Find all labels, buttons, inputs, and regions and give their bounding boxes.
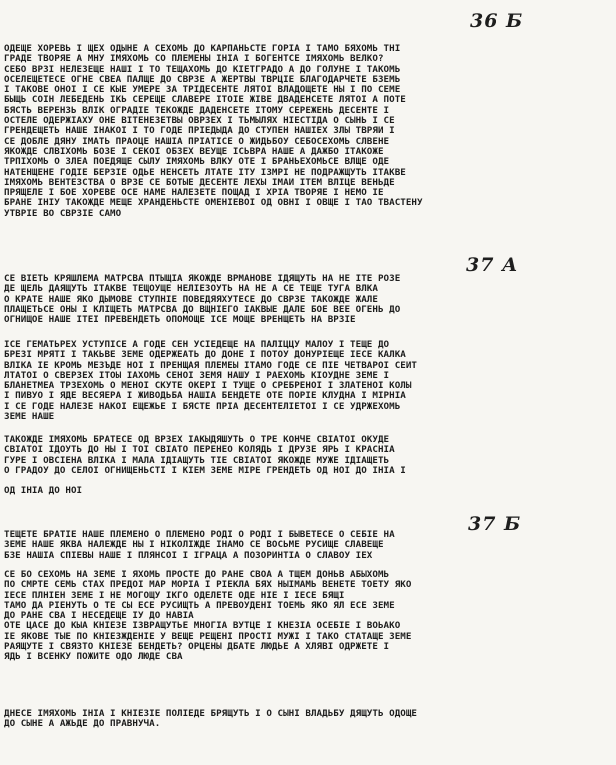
paragraph-6 <box>4 570 614 663</box>
paragraph-1 <box>4 44 614 219</box>
text-line: БЛАНЕТМЕА ТРЗЕХОМЬ О МЕНОІ СКУТЕ ОКЕРІ І ТУЩЕ О СРЕБРЕНОІ І ЗЛАТЕНОІ КОЛЫ <box>4 381 412 392</box>
text-line: БЫЩЬ СОІН ЛЕБЕДЕНЬ ІКЬ СЕРЕЩЕ СЛАВЕРЕ ІТОІЕ ЖІВЕ ДВАДЕНСЕТЕ ЛЯТОІ А ПОТЕ <box>4 95 406 106</box>
text-line: ГРЕНДЕЩЕТЬ НАШЕ ІНАКОІ І ТО ГОДЕ ПРІЕДЫДА ДО СТУПЕН НАШІЕХ ЗЛЫ ТВРЯЙ І <box>4 126 395 137</box>
text-line: ГУРЕ І ОВСІЕНА ВЛІКА І МАЛА ІДІАЩУТЬ ТІЕ СВІАТОІ ЯКОЖДЕ МУЖЕ ІДІАЩЕТЬ <box>4 455 390 466</box>
text-line: О КРАТЕ НАШЕ ЯКО ДЫМОВЕ СТУПНІЕ ПОВЕДЯЯХУТЕСЕ ДО СВРЗЕ ТАКОЖДЕ ЖАЛЕ <box>4 294 378 305</box>
page-mark-37b: 37 Б <box>468 513 522 535</box>
paragraph-4 <box>4 435 614 497</box>
text-line: І ПИВУО І ЯДЕ ВЕСЯЕРА І ЖИВОДЬБА НАШІА БЕНДЕТЕ ОТЕ ПОРІЕ КЛУДНА І МІРНІА <box>4 391 406 402</box>
text-line: ВЛІКА ІЕ КРОМЬ МЕЗЪДЕ НОІ І ПРЕНЩАЯ ПЛЕМЕЫ ІТАМО ГОДЕ СЕ ПІЕ ЧЕТВАРОІ СЕЙТ <box>4 360 418 371</box>
text-line: ЛТАТОІ О СВЕРЗЕХ ІТОЫ ІАХОМЬ СЕНОІ ЗЕМЯ НАШУ І РАЕХОМЬ КІОУДНЕ ЗЕМЕ І <box>4 370 390 381</box>
page-mark-37a: 37 А <box>466 254 519 276</box>
text-line: ДЕ ЩЕЛЬ ДАЯЩУТЬ ІТАКВЕ ТЕЩОУЩЕ НЕЛІЕЗОУТЬ НА НЕ А СЕ ТЕЩЕ ТУГА ВЛКА <box>4 284 378 295</box>
text-line: О ГРАДОУ ДО СЕЛОІ ОГНИЩЕНЬСТІ І КІЕМ ЗЕМЕ МІРЕ ГРЕНДЕТЬ ОД НОІ ДО ІНІА І <box>4 465 406 476</box>
text-line: ЗЕМЕ НАШЕ ЯКВА НАЛЕЖДЕ НЫ І НІКОЛІЖДЕ ІНАМО СЕ ВОСЬМЕ РУСИЩЕ СЛАВЕЩЕ <box>4 540 384 551</box>
text-line: ОГНИЩОЕ НАШЕ ІТЕІ ПРЕВЕНДЕТЬ ОПОМОЩЕ ІСЕ МОЩЕ ВРЕНЩЕТЬ НА ВРЗІЕ <box>4 315 356 326</box>
text-line: ЗЕМЕ НАШЕ <box>4 412 55 423</box>
text-line: ЯДЬ І ВСЕНКУ ПОЖИТЕ ОДО ЛЮДЕ СВА <box>4 652 183 663</box>
text-line: ОДЕЩЕ ХОРЕВЬ І ЩЕХ ОДЫНЕ А СЕХОМЬ ДО КАРПАНЬСТЕ ГОРІА І ТАМО БЯХОМЬ ТНІ <box>4 44 401 54</box>
text-line: СЕ ВІЕТЬ КРЯШЛЕМА МАТРСВА ПТЫЩІА ЯКОЖДЕ ВРМАНОВЕ ІДЯЩУТЬ НА НЕ ІТЕ РОЗЕ <box>4 274 401 284</box>
text-line: ТЕЩЕТЕ БРАТІЕ НАШЕ ПЛЕМЕНО О ПЛЕМЕНО РОДІ О РОДІ І БЫВЕТЕСЕ О СЕБІЕ НА <box>4 530 395 540</box>
text-line: БЯСТЬ ВЕРЕНЗЬ ВЛІК ОГРАДІЕ ТЕКОЖДЕ ДАДЕНСЕТЕ ІТОМУ СЕРЕЖЕНЬ ДЕСЕНТЕ І <box>4 105 390 116</box>
text-line: ДНЕСЕ ІМЯХОМЬ ІНІА І КНІЕЗІЕ ПОЛІЕДЕ БРЯЩУТЬ І О СЫНІ ВЛАДЬБУ ДЯЩУТЬ ОДОЩЕ <box>4 709 418 719</box>
text-line: І ТАКОВЕ ОНОІ І СЕ КЫЕ УМЕРЕ ЗА ТРІДЕСЕНТЕ ЛЯТОІ ВЛАДОЩЕТЕ НЫ І ПО СЕМЕ <box>4 85 401 96</box>
text-line: ЯКОЖДЕ СЛВІХОМЬ БОЗЕ І СЕКОІ ОБЗЕХ ВЕУЩЕ ІСЬВРА НАШЕ А ДАЖБО ІТАКОЖЕ <box>4 146 384 157</box>
text-line: ТАМО ДА РІЕНУТЬ О ТЕ СЫ ЕСЕ РУСИЩТЬ А ПРЕВОУДЕНІ ТОЕМЬ ЯКО ЯЛ ЕСЕ ЗЕМЕ <box>4 600 395 611</box>
text-line: ОД ІНІА ДО НОІ <box>4 486 83 497</box>
paragraph-7 <box>4 709 614 730</box>
text-line: ГРАДЕ ТВОРЯЕ А МНУ ІМЯХОМЬ СО ПЛЕМЕНЫ ІНІА І БОГЕНТСЕ ІМЯХОМЬ ВЕЛКО? <box>4 54 384 65</box>
text-line: ДО РАНЕ СВА І НЕСЕДЕЩЕ ІУ ДО НАВІА <box>4 611 194 622</box>
text-line: ІЕСЕ ПЛНІЕН ЗЕМЕ І НЕ МОГОЩУ ІКГО ОДЕЛЕТЕ ОДЕ НІЕ І ІЕСЕ БЯЩІ <box>4 590 345 601</box>
text-line: ОСТЕЛЕ ОДЕРЖІАХУ ОНЕ ВІТЕНЕЗЕТВЫ ОВРЗЕХ І ТЬМЫЛЯХ НІЕСТІДА О СЫНЬ І СЕ <box>4 116 395 127</box>
paragraph-5 <box>4 530 614 561</box>
text-line: ПО СМРТЕ СЕМЬ СТАХ ПРЕДОІ МАР МОРІА І РІЕКЛА БЯХ НЫІМАМЬ ВЕНЕТЕ ТОЕТУ ЯКО <box>4 580 412 591</box>
text-line: ОТЕ ЦАСЕ ДО КЫА КНІЕЗЕ ІЗВРАЩУТЬЕ МНОГІА ВУТЦЕ І КНЕЗІА ОСЕБІЕ І ВОЬАКО <box>4 621 401 632</box>
text-line: БРАНЕ ІНІУ ТАКОЖДЕ МЕЩЕ ХРАНДЕНЬСТЕ ОМЕНІЕВОІ ОД ОВНІ І ОВЩЕ І ТАО ТВАСТЕНУ <box>4 198 423 209</box>
text-line: ОСЕЛЕЩЕТЕСЕ ОГНЕ СВЕА ПАЛЩЕ ДО СВРЗЕ А ЖЕРТВЫ ТВРЦІЕ БЛАГОДАРЧЕТЕ БЗЕМЬ <box>4 74 401 85</box>
text-line: ІСЕ ГЕМАТЬРЕХ УСТУПІСЕ А ГОДЕ СЕН УСІЕДЕЩЕ НА ПАЛІЦЦУ МАЛОУ І ТЕЩЕ ДО <box>4 340 390 350</box>
text-line: СЕБО ВРЗІ НЕЛЕЗЕЩЕ НАШІ І ТО ТЕЩАХОМЬ ДО КІЕТГРАДО А ДО ГОЛУНЕ І ТАКОМЬ <box>4 64 401 75</box>
text-line: ПЛАЩЕТЬСЕ ОНЫ І КЛІЩЕТЬ МАТРСВА ДО ВЩНІЕГО ІАКВЫЕ ДАЛЕ БОЕ ВЕЕ ОГЕНЬ ДО <box>4 304 401 315</box>
text-line: ІМЯХОМЬ ВЕНТЕЗСТВА О ВРЗЕ СЕ БОТЫЕ ДЕСЕНТЕ ЛЕХЫ ІМАЙ ІТЕМ ВЛІЦЕ ВЕНЬДЕ <box>4 177 395 188</box>
page-mark-36b: 36 Б <box>470 10 524 32</box>
text-line: СВІАТОІ ІДОУТЬ ДО НЫ І ТОІ СВІАТО ПЕРЕНЕО КОЛЯДЬ І ДРУЗЕ ЯРЬ І КРАСНІА <box>4 445 395 456</box>
text-line: СЕ ДОБЛЕ ДЯНУ ІМАТЬ ПРАОЦЕ НАШІА ПРІАТІСЕ О ЖИДЬБОУ СЕБОСЕХОМЬ СЛВЕНЕ <box>4 136 390 147</box>
text-line: ІЕ ЯКОВЕ ТЫЕ ПО КНІЕЗЖДЕНІЕ У ВЕЩЕ РЕЩЕНІ ПРОСТІ МУЖІ І ТАКО СТАТАЩЕ ЗЕМЕ <box>4 631 412 642</box>
text-line: БРЕЗІ МРЯТІ І ТАКЬВЕ ЗЕМЕ ОДЕРЖЕАТЬ ДО ДОНЕ І ПОТОУ ДОНУРІЕЩЕ ІЕСЕ КАЛКА <box>4 350 406 361</box>
text-line: ДО СЫНЕ А АЖЬДЕ ДО ПРАВНУЧА. <box>4 719 161 730</box>
text-line: БЗЕ НАШІА СПІЕВЫ НАШЕ І ПЛЯНСОІ І ІГРАЦА А ПОЗОРИНТІА О СЛАВОУ ІЕХ <box>4 550 373 561</box>
text-line: УТВРІЕ ВО СВРЗІЕ САМО <box>4 208 122 219</box>
text-line: НАТЕНЩЕНЕ ГОДІЕ БЕРЗІЕ ОДЬЕ НЕНСЕТЬ ЛТАТЕ ІТУ ІЗМРІ НЕ ПОДРАЖЩУТЬ ІТАКВЕ <box>4 167 406 178</box>
text-line: ТРПІХОМЬ О ЗЛЕА ПОЕДЯЩЕ СЫЛУ ІМЯХОМЬ ВЛКУ ОТЕ І БРАНЬЕХОМЬСЕ ВЛЩЕ ОДЕ <box>4 157 390 168</box>
paragraph-2 <box>4 274 614 325</box>
text-line: СЕ БО СЕХОМЬ НА ЗЕМЕ І ЯХОМЬ ПРОСТЕ ДО РАНЕ СВОА А ТЩЕМ ДОНЬВ АБЫХОМЬ <box>4 570 390 580</box>
text-line: ТАКОЖДЕ ІМЯХОМЬ БРАТЕСЕ ОД ВРЗЕХ ІАКЫДЯШУТЬ О ТРЕ КОНЧЕ СВІАТОІ ОКУДЕ <box>4 435 390 445</box>
text-line: І СЕ ГОДЕ НАЛЕЗЕ НАКОІ ЕЩЕЖЬЕ І БЯСТЕ ПРІА ДЕСЕНТЕЛІЕТОІ І СЕ УДРЖЕХОМЬ <box>4 401 401 412</box>
text-line <box>4 476 614 486</box>
paragraph-3 <box>4 340 614 422</box>
text-line: РАЯЩУТЕ І СВЯЗТО КНІЕЗЕ БЕНДЕТЬ? ОРЦЕНЫ ДБАТЕ ЛЮДЬЕ А ХЛЯВІ ОДРЖЕТЕ І <box>4 642 390 653</box>
text-line: ПРЯЩЕЛЕ І БОЕ ХОРЕВЕ ОСЕ НАМЕ НАЛЕЗЕТЕ ПОЩАД І ХРІА ТВОРЯЕ І НЕМО ІЕ <box>4 188 384 199</box>
